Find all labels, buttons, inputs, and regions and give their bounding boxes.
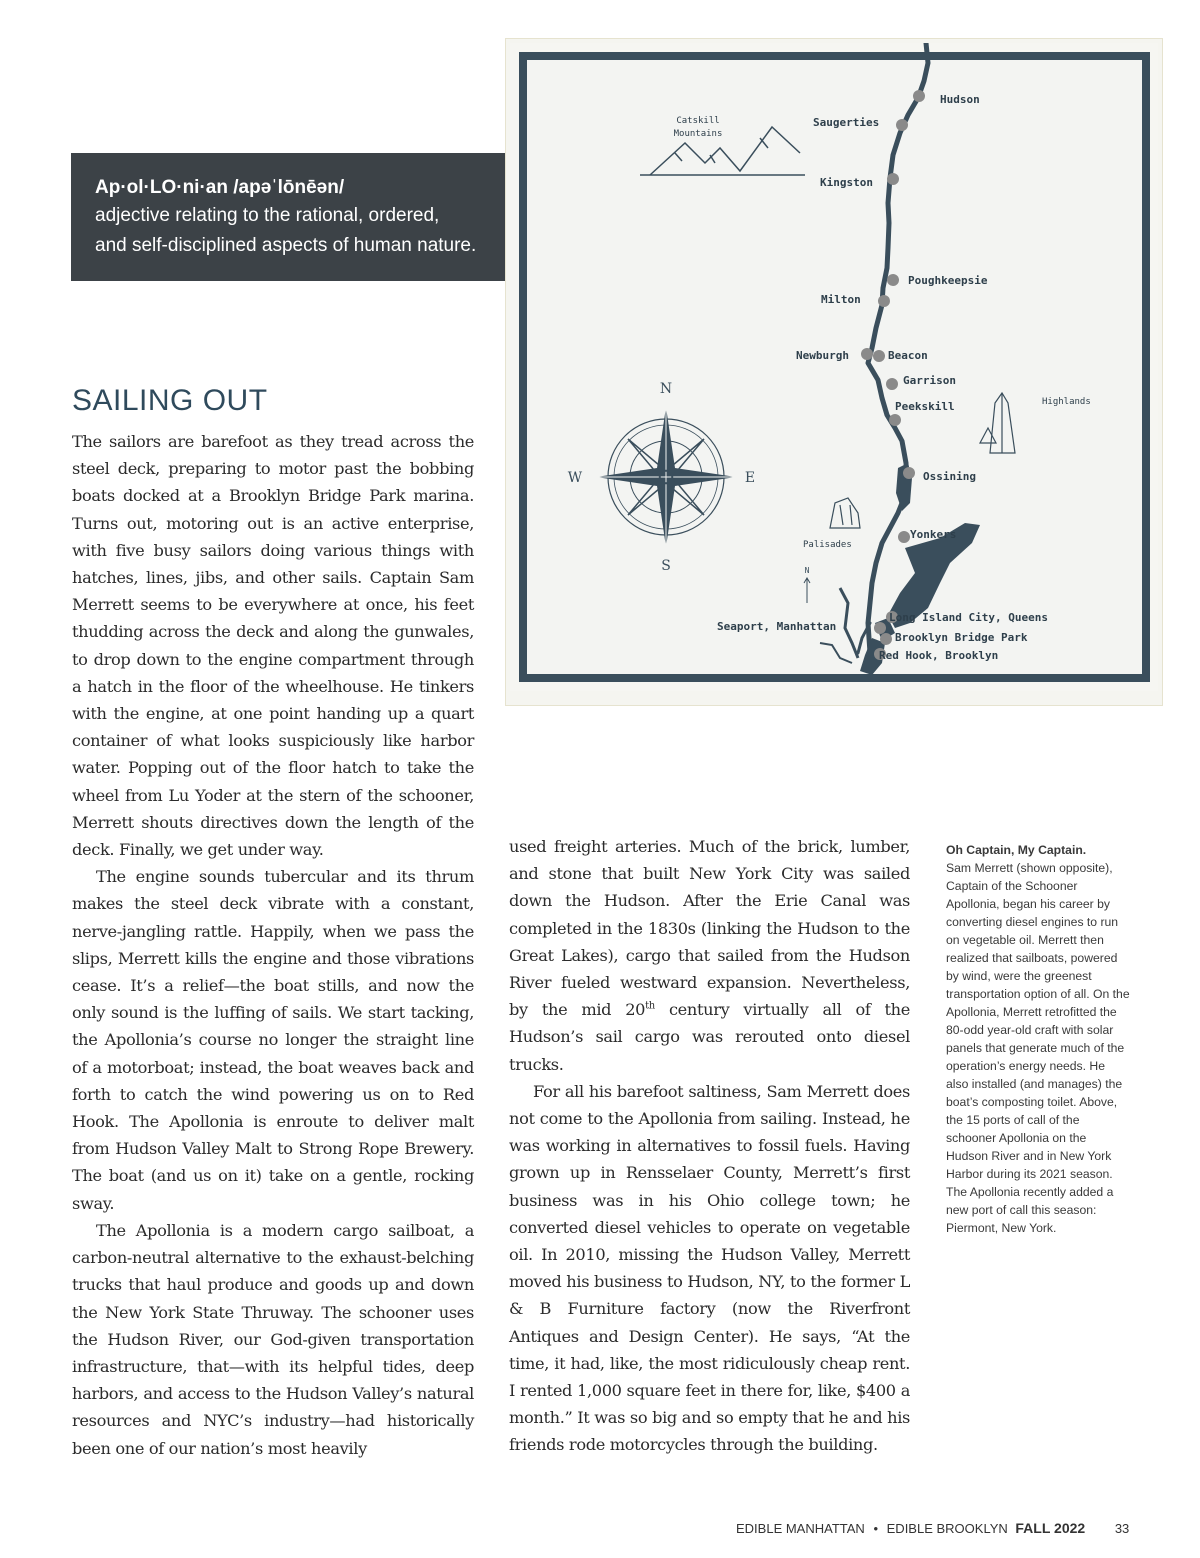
label-seaport: Seaport, Manhattan: [717, 620, 837, 633]
compass-w: W: [567, 470, 583, 486]
label-hudson: Hudson: [940, 93, 980, 106]
label-milton: Milton: [821, 293, 861, 306]
sidebar-body: Sam Merrett (shown opposite), Captain of the Schooner Apollonia, began his career by converting diesel engines to run on vegetable oil. Merrett then realized that sailboats, powered by wind, were the greenest transportation option of all. On the Apollonia, Merrett retrofitted the 80-odd year-old craft with solar panels that generate much of the operation’s energy needs. He also installed (and manages) the boat’s composting toilet. Above, the 15 ports of call of the schooner Apollonia on the Hudson River and in New York Harbor during its 2021 season. The Apollonia recently added a new port of call this season: Piermont, New York.: [946, 861, 1130, 1235]
compass-s: S: [661, 558, 671, 574]
definition-line-1: adjective relating to the rational, ordered,: [95, 205, 440, 226]
footer-separator: •: [873, 1521, 879, 1536]
label-kingston: Kingston: [820, 176, 873, 189]
dot-bbp: [880, 633, 892, 645]
paragraph-text: century virtually all of the Hudson’s sail cargo was rerouted onto diesel trucks.: [509, 1000, 910, 1074]
label-bbp: Brooklyn Bridge Park: [895, 631, 1028, 644]
hudson-river-map: [510, 43, 1158, 691]
dot-saugerties: [896, 119, 908, 131]
footer-publication-2: EDIBLE BROOKLYN: [886, 1521, 1008, 1536]
superscript: th: [645, 1000, 655, 1012]
dot-ossining: [903, 467, 915, 479]
dot-seaport: [874, 622, 886, 634]
dot-peekskill: [889, 414, 901, 426]
definition-line-2: and self-disciplined aspects of human nature.: [95, 235, 477, 256]
north-arrow-label: N: [804, 566, 810, 575]
dot-milton: [878, 295, 890, 307]
paragraph-text: used freight arteries. Much of the brick, lumber, and stone that built New York City was sailed down the Hudson. After the Erie Canal was completed in the 1830s (linking the Hudson to the Great Lakes), cargo that sailed from the Hudson River fueled westward expansion. Nevertheless, by the mid 20: [509, 837, 910, 1020]
dot-garrison: [886, 378, 898, 390]
label-newburgh: Newburgh: [796, 349, 849, 362]
footer-publication-1: EDIBLE MANHATTAN: [736, 1521, 865, 1536]
compass-n: N: [659, 381, 673, 397]
paragraph: For all his barefoot saltiness, Sam Merrett does not come to the Apollonia from sailing. Instead, he was working in alternatives to fossil fuels. Having grown up in Rensselaer County, Merrett’s first business was in his Ohio college town; he converted diesel vehicles to operate on vegetable oil. In 2010, missing the Hudson Valley, Merrett moved his business to Hudson, NY, to the former L & B Furniture factory (now the Riverfront Antiques and Design Center). He says, “At the time, it had, like, the most ridiculously cheap rent. I rented 1,000 square feet in there for, like, $400 a month.” It was so big and so empty that he and his friends rode motorcycles through the building.: [509, 1081, 910, 1455]
paragraph: The engine sounds tubercular and its thrum makes the steel deck vibrate with a constant, nerve-jangling rattle. Happily, when we pass the slips, Merrett kills the engine and those vibrations cease. It’s a relief—the boat stills, and now the only sound is the luffing of sails. We start tacking, the Apollonia’s course no longer the straight line of a motorboat; instead, the boat weaves back and forth to catch the wind powering us on to Red Hook. The Apollonia is enroute to deliver malt from Hudson Valley Malt to Strong Rope Brewery. The boat (and us on it) take on a gentle, rocking sway.: [72, 867, 474, 1213]
label-palisades: Palisades: [803, 540, 852, 550]
label-poughkeepsie: Poughkeepsie: [908, 274, 988, 287]
paragraph: The sailors are barefoot as they tread across the steel deck, preparing to motor past the bobbing boats docked at a Brooklyn Bridge Park marina. Turns out, motoring out is an active enterprise, with five busy sailors doing various things with hatches, lines, jibs, and other sails. Captain Sam Merrett seems to be everywhere at once, his feet thudding across the deck and along the gunwales, to drop down to the engine compartment through a hatch in the floor of the wheelhouse. He tinkers with the engine, at one point handing up a quart container of what looks suspiciously like harbor water. Popping out of the floor hatch to take the wheel from Lu Yoder at the stern of the schooner, Merrett shouts directives down the length of the deck. Finally, we get under way.: [72, 432, 474, 860]
footer-issue: FALL 2022: [1015, 1520, 1086, 1536]
paragraph: [509, 833, 910, 1078]
label-beacon: Beacon: [888, 349, 928, 362]
compass-e: E: [744, 470, 756, 486]
sidebar-caption: [946, 841, 1130, 1237]
article-column-2: [509, 833, 910, 1459]
dot-poughkeepsie: [887, 274, 899, 286]
label-catskill-2: Mountains: [673, 129, 723, 139]
paragraph: The Apollonia is a modern cargo sailboat, a carbon-neutral alternative to the exhaust-belching trucks that haul produce and goods up and down the New York State Thruway. The schooner uses the Hudson River, our God-given transportation infrastructure, that—with its helpful tides, deep harbors, and access to the Hudson Valley’s natural resources and NYC’s industry—had historically been one of our nation’s most heavily: [72, 1220, 474, 1458]
article-column-1: [72, 428, 474, 1462]
dot-kingston: [887, 173, 899, 185]
dot-yonkers: [898, 531, 910, 543]
dot-beacon: [873, 350, 885, 362]
label-saugerties: Saugerties: [813, 116, 880, 129]
label-redhook: Red Hook, Brooklyn: [879, 649, 999, 662]
page-footer: [736, 1520, 1129, 1536]
sidebar-title: Oh Captain, My Captain.: [946, 843, 1087, 857]
definition-term: Ap·ol·LO·ni·an /apəˈlōnēən/: [95, 177, 345, 198]
dot-hudson: [913, 90, 925, 102]
page-number: 33: [1114, 1521, 1130, 1536]
definition-box: [71, 153, 573, 281]
label-catskill-1: Catskill: [676, 116, 720, 126]
label-highlands: Highlands: [1042, 397, 1091, 407]
dot-newburgh: [861, 348, 873, 360]
label-lic: Long Island City, Queens: [889, 611, 1048, 624]
label-ossining: Ossining: [923, 470, 976, 483]
label-yonkers: Yonkers: [910, 528, 957, 541]
section-title: SAILING OUT: [72, 384, 268, 417]
label-peekskill: Peekskill: [895, 400, 955, 413]
label-garrison: Garrison: [903, 374, 956, 387]
